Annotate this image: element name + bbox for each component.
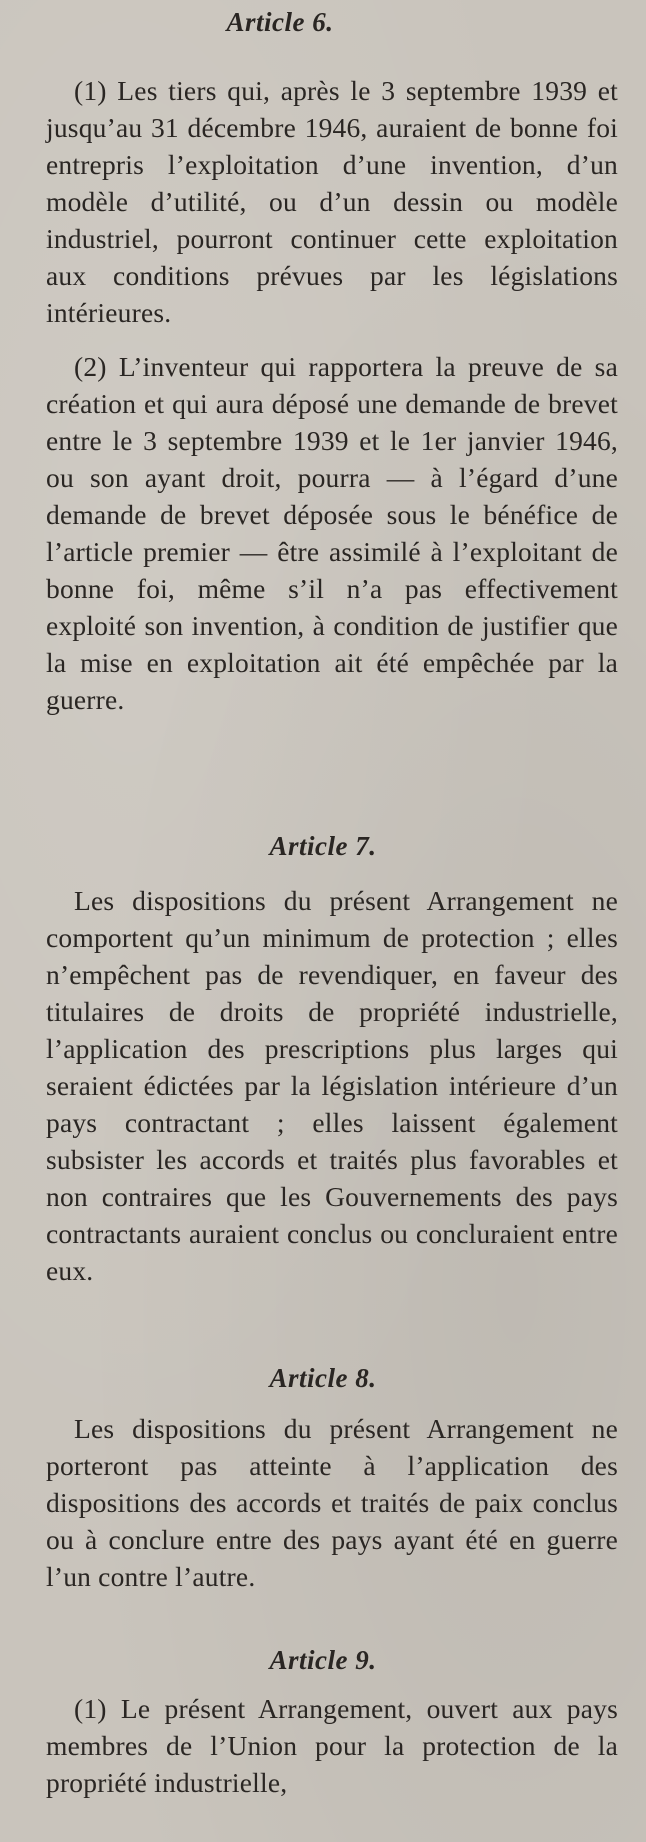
article-9-paragraph-1: (1) Le présent Arrangement, ouvert aux pays membres de l’Union pour la protection de la propriété industrielle, [46, 1693, 618, 1798]
article-6-paragraph-1: (1) Les tiers qui, après le 3 septembre 1939 et jusqu’au 31 décembre 1946, auraient de bonne foi entrepris l’exploitation d’une invention, d’un modèle d’utilité, ou d’un dessin ou modèle industriel, pourront continuer cette exploitation aux conditions prévues par les législations intérieures. [46, 75, 618, 328]
article-7-paragraph-1: Les dispositions du présent Arrangement ne comportent qu’un minimum de protection ; elles n’empêchent pas de revendiquer, en faveur des titulaires de droits de propriété industrielle, l’application des prescriptions plus larges qui seraient édictées par la législation intérieure d’un pays contractant ; elles laissent également subsister les accords et traités plus favorables et non contraires que les Gouvernements des pays contractants auraient conclus ou concluraient entre eux. [46, 885, 618, 1286]
article-6-heading: Article 6. [226, 7, 334, 37]
article-7-heading: Article 7. [269, 831, 377, 861]
article-8-paragraph-1: Les dispositions du présent Arrangement ne porteront pas atteinte à l’application des dispositions des accords et traités de paix conclus ou à conclure entre des pays ayant été en guerre l’un contre l’autre. [46, 1413, 618, 1592]
article-8-heading: Article 8. [269, 1363, 377, 1393]
article-6-paragraph-2: (2) L’inventeur qui rapportera la preuve de sa création et qui aura déposé une demande de brevet entre le 3 septembre 1939 et le 1er janvier 1946, ou son ayant droit, pourra — à l’égard d’une demande de brevet déposée sous le bénéfice de l’article premier — être assimilé à l’exploitant de bonne foi, même s’il n’a pas effectivement exploité son invention, à condition de justifier que la mise en exploitation ait été empêchée par la guerre. [46, 351, 618, 715]
article-9-heading: Article 9. [269, 1645, 377, 1675]
